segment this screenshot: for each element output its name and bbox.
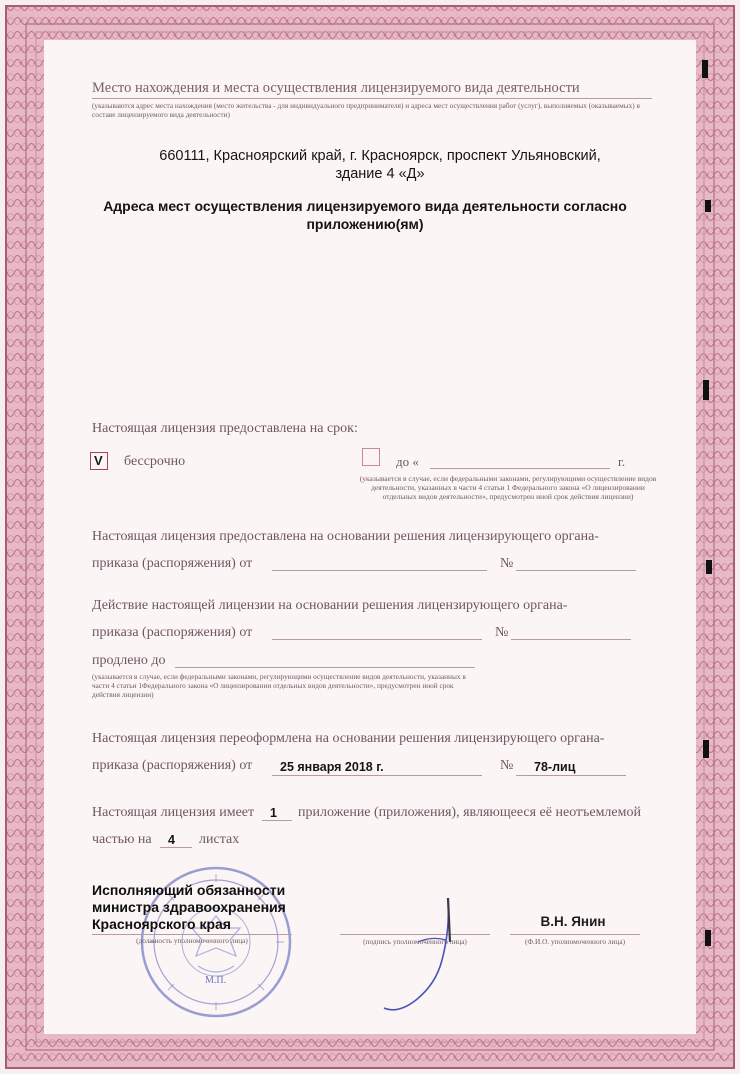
position-line-2: министра здравоохранения: [92, 899, 286, 915]
until-date-line: [430, 468, 610, 469]
attachments-line-1-end: приложение (приложения), являющееся её неотъемлемой: [298, 805, 641, 820]
location-note: (указываются адрес места нахождения (место жительства - для индивидуального предпринимателя) и адреса мест осуществления работ (услуг), выполняемых (оказываемых) в составе лицензируемого вида деятельности): [92, 101, 640, 119]
term-note: (указывается в случае, если федеральными законами, регулирующими осуществление видов деятельности, указанных в части 4 статьи 1 Федерального закона «О лицензировании отдельных видов деятельности», предусмотрен иной срок действия лицензии): [359, 474, 657, 501]
unlimited-check-mark: V: [94, 453, 103, 468]
attachments-sheets-line: [160, 847, 192, 848]
scan-artifact: [705, 200, 711, 212]
granted-date-line: [272, 570, 487, 571]
name-line: [510, 934, 640, 935]
reissued-line-1: Настоящая лицензия переоформлена на основании решения лицензирующего органа-: [92, 731, 605, 746]
scan-artifact: [703, 380, 709, 400]
address-line-2: здание 4 «Д»: [335, 166, 425, 182]
until-checkbox: [362, 448, 380, 466]
extended-note: (указывается в случае, если федеральными законами, регулирующими осуществление видов деятельности, указанных в части 4 статьи 1Федерального закона «О лицензировании отдельных видов деятельности», предусмотрен иной срок действия лицензии): [92, 672, 466, 699]
scan-artifact: [703, 740, 709, 758]
unlimited-checkbox: [90, 452, 108, 470]
granted-line-1: Настоящая лицензия предоставлена на основании решения лицензирующего органа-: [92, 529, 599, 544]
until-label: до «: [396, 454, 419, 469]
extended-until-line: [175, 667, 475, 668]
name-caption: (Ф.И.О. уполномоченного лица): [524, 937, 626, 946]
extended-date-line: [272, 639, 482, 640]
attachments-sheets: 4: [168, 833, 175, 847]
signature-caption: (подпись уполномоченного лица): [363, 937, 467, 946]
signatory-name: В.Н. Янин: [540, 914, 606, 929]
address-line-1: 660111, Красноярский край, г. Красноярск, проспект Ульяновский,: [159, 148, 601, 164]
scan-artifact: [702, 60, 708, 78]
position-line-1: Исполняющий обязанности: [92, 882, 286, 898]
scan-artifact: [706, 560, 712, 574]
handwritten-signature: [370, 880, 490, 1020]
stamp-label: М.П.: [205, 975, 227, 986]
position-caption: (должность уполномоченного лица): [136, 936, 248, 945]
until-year-suffix: г.: [618, 454, 626, 469]
appendix-line-2: приложению(ям): [306, 216, 424, 232]
reissued-number: 78-лиц: [534, 760, 576, 774]
unlimited-label: бессрочно: [124, 454, 186, 469]
attachments-line-2-start: частью на: [92, 832, 152, 847]
extended-line-1: Действие настоящей лицензии на основании решения лицензирующего органа-: [92, 598, 568, 613]
granted-line-2: приказа (распоряжения) от: [92, 556, 253, 571]
scan-artifact: [705, 930, 711, 946]
attachments-count-line: [262, 820, 292, 821]
granted-number-label: №: [500, 556, 514, 571]
attachments-line-2-end: листах: [199, 832, 240, 847]
reissued-number-line: [516, 775, 626, 776]
extended-until: продлено до: [92, 653, 166, 668]
granted-number-line: [516, 570, 636, 571]
extended-number-line: [511, 639, 631, 640]
reissued-number-label: №: [500, 758, 514, 773]
attachments-count: 1: [270, 806, 277, 820]
reissued-line-2: приказа (распоряжения) от: [92, 758, 253, 773]
reissued-date: 25 января 2018 г.: [280, 760, 384, 774]
term-heading: Настоящая лицензия предоставлена на срок:: [92, 421, 358, 436]
heading-underline: [92, 98, 652, 99]
attachments-line-1-start: Настоящая лицензия имеет: [92, 805, 255, 820]
reissued-date-line: [272, 775, 482, 776]
extended-number-label: №: [495, 625, 509, 640]
appendix-line-1: Адреса мест осуществления лицензируемого вида деятельности согласно: [103, 198, 627, 214]
location-heading: Место нахождения и места осуществления лицензируемого вида деятельности: [92, 80, 580, 96]
position-line: [92, 934, 292, 935]
position-line-3: Красноярского края: [92, 916, 231, 932]
extended-line-2: приказа (распоряжения) от: [92, 625, 253, 640]
